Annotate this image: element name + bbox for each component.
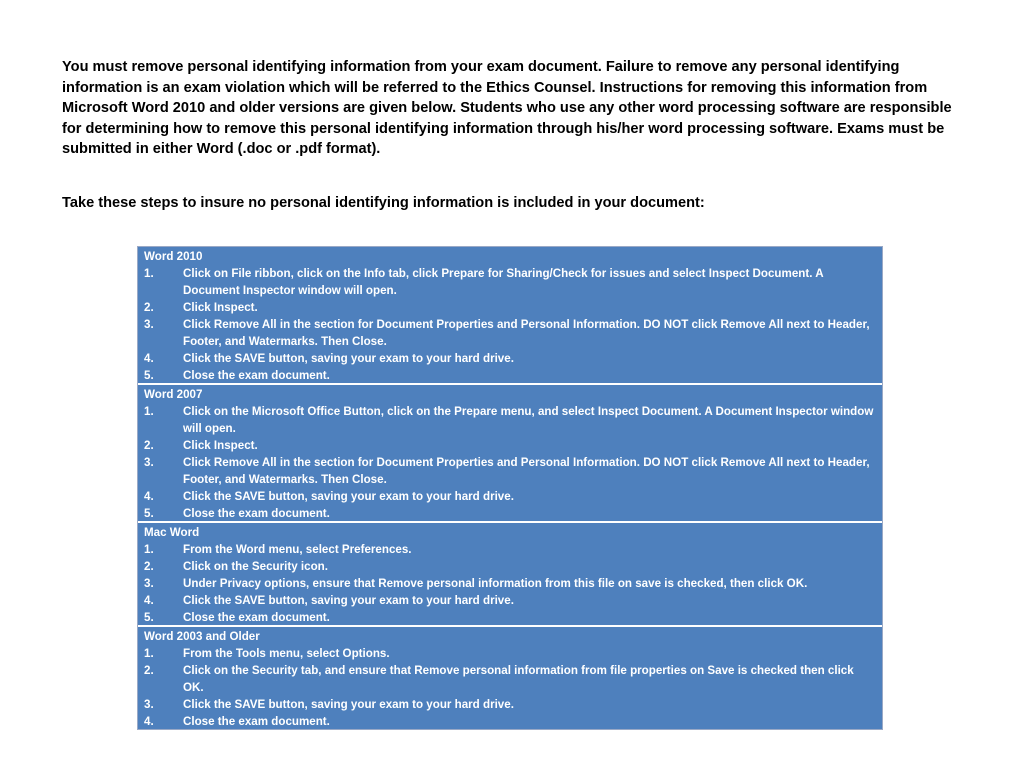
- step-number: 2.: [144, 560, 154, 573]
- step-text: Close the exam document.: [183, 715, 330, 728]
- step-number: 3.: [144, 577, 154, 590]
- step-text: Click Inspect.: [183, 301, 258, 314]
- section-title: Word 2010: [144, 250, 203, 263]
- step-number: 4.: [144, 352, 154, 365]
- intro-paragraph: You must remove personal identifying information from your exam document. Failure to remove any personal identifying information is an exam violation which will be referred to the Ethics Counsel. Instructions for removing this information from Microsoft Word 2010 and older versions are given below. Students who use any other word processing software are responsible for determining how to remove this personal identifying information through his/her word processing software. Exams must be submitted in either Word (.doc or .pdf format).: [62, 59, 952, 157]
- step-item: [144, 541, 876, 558]
- section-word-2003-and-older: [138, 625, 882, 729]
- step-text: Click on File ribbon, click on the Info tab, click Prepare for Sharing/Check for issues and select Inspect Document. A Document Inspector window will open.: [183, 267, 824, 297]
- section-mac-word: [138, 521, 882, 625]
- step-list: [144, 403, 876, 521]
- step-item: [144, 299, 876, 316]
- step-item: [144, 350, 876, 367]
- step-number: 5.: [144, 507, 154, 520]
- step-text: Click the SAVE button, saving your exam to your hard drive.: [183, 352, 514, 365]
- step-number: 2.: [144, 664, 154, 677]
- step-item: [144, 454, 876, 488]
- step-number: 4.: [144, 715, 154, 728]
- step-text: Click Remove All in the section for Document Properties and Personal Information. DO NOT click Remove All next to Header, Footer, and Watermarks. Then Close.: [183, 456, 870, 486]
- step-item: [144, 488, 876, 505]
- step-number: 3.: [144, 456, 154, 469]
- step-text: Click the SAVE button, saving your exam to your hard drive.: [183, 594, 514, 607]
- step-text: From the Word menu, select Preferences.: [183, 543, 412, 556]
- step-text: Click the SAVE button, saving your exam to your hard drive.: [183, 698, 514, 711]
- step-number: 2.: [144, 439, 154, 452]
- section-word-2010: [138, 247, 882, 383]
- step-text: Click on the Security icon.: [183, 560, 328, 573]
- step-number: 5.: [144, 611, 154, 624]
- step-item: [144, 265, 876, 299]
- step-item: [144, 437, 876, 454]
- step-number: 3.: [144, 698, 154, 711]
- step-list: [144, 645, 876, 729]
- step-number: 3.: [144, 318, 154, 331]
- section-title: Word 2007: [144, 388, 203, 401]
- step-number: 4.: [144, 594, 154, 607]
- steps-heading: Take these steps to insure no personal identifying information is included in your document:: [62, 195, 705, 211]
- step-text: Close the exam document.: [183, 611, 330, 624]
- step-item: [144, 575, 876, 592]
- step-text: Close the exam document.: [183, 369, 330, 382]
- step-item: [144, 696, 876, 713]
- step-list: [144, 541, 876, 625]
- step-item: [144, 713, 876, 729]
- step-item: [144, 316, 876, 350]
- step-number: 2.: [144, 301, 154, 314]
- step-item: [144, 592, 876, 609]
- step-text: Close the exam document.: [183, 507, 330, 520]
- section-title: Mac Word: [144, 526, 200, 539]
- step-item: [144, 609, 876, 625]
- section-title: Word 2003 and Older: [144, 630, 260, 643]
- step-text: Under Privacy options, ensure that Remove personal information from this file on save is checked, then click OK.: [183, 577, 808, 590]
- step-number: 1.: [144, 405, 154, 418]
- step-item: [144, 558, 876, 575]
- step-number: 1.: [144, 267, 154, 280]
- step-text: Click on the Security tab, and ensure that Remove personal information from file properties on Save is checked then click OK.: [183, 664, 854, 694]
- step-item: [144, 662, 876, 696]
- step-number: 1.: [144, 543, 154, 556]
- step-item: [144, 505, 876, 521]
- step-item: [144, 645, 876, 662]
- step-number: 1.: [144, 647, 154, 660]
- step-number: 4.: [144, 490, 154, 503]
- step-list: [144, 265, 876, 383]
- step-item: [144, 403, 876, 437]
- step-text: Click on the Microsoft Office Button, click on the Prepare menu, and select Inspect Document. A Document Inspector window will open.: [183, 405, 874, 435]
- step-text: Click Inspect.: [183, 439, 258, 452]
- step-number: 5.: [144, 369, 154, 382]
- step-item: [144, 367, 876, 383]
- step-text: From the Tools menu, select Options.: [183, 647, 390, 660]
- instructions-table: [137, 246, 883, 730]
- section-word-2007: [138, 383, 882, 521]
- step-text: Click the SAVE button, saving your exam to your hard drive.: [183, 490, 514, 503]
- step-text: Click Remove All in the section for Document Properties and Personal Information. DO NOT click Remove All next to Header, Footer, and Watermarks. Then Close.: [183, 318, 870, 348]
